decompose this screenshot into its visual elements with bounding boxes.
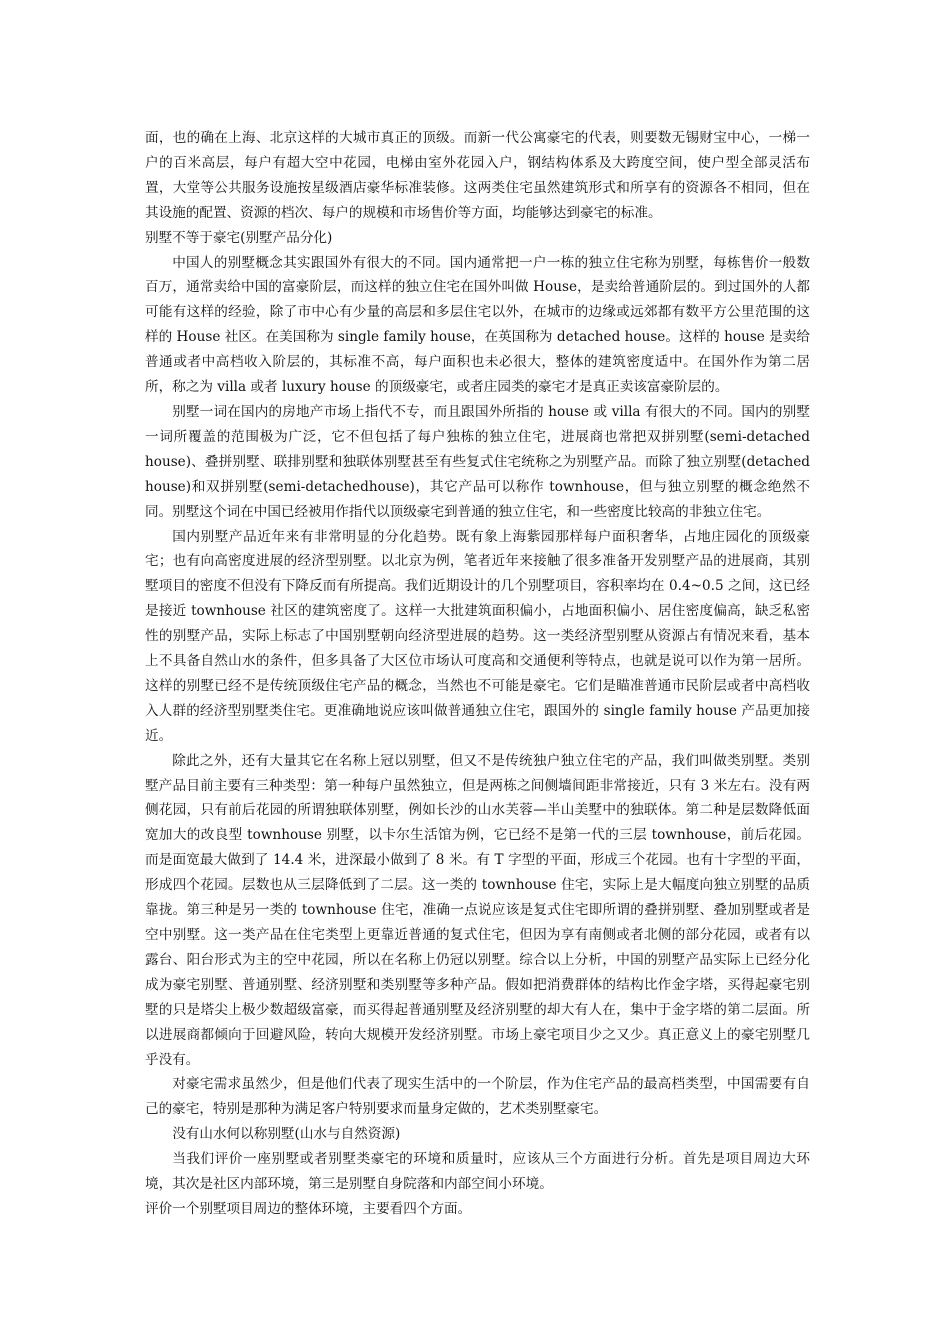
paragraph-quasi-villa: 除此之外，还有大量其它在名称上冠以别墅，但又不是传统独户独立住宅的产品，我们叫做类别墅。类别墅产品目前主要有三种类型：第一种每户虽然独立，但是两栋之间侧墙间距非常接近，只有 3 米左右。没有两侧花园，只有前后花园的所谓独联体别墅，例如长沙的山水芙蓉—半山美墅中的独联体。第二种是层数降低面宽加大的改良型 townhouse 别墅，以卡尔生活馆为例，它已经不是第一代的三层 townhouse，前后花园。而是面宽最大做到了 14.4 米，进深最小做到了 8 米。有 T 字型的平面，形成三个花园。也有十字型的平面，形成四个花园。层数也从三层降低到了二层。这一类的 townhouse 住宅，实际上是大幅度向独立别墅的品质靠拢。第三种是另一类的 townhouse 住宅，准确一点说应该是复式住宅即所谓的叠拼别墅、叠加别墅或者是空中别墅。这一类产品在住宅类型上更靠近普通的复式住宅，但因为享有南侧或者北侧的部分花园，或者有以露台、阳台形式为主的空中花园，所以在名称上仍冠以别墅。综合以上分析，中国的别墅产品实际上已经分化成为豪宅别墅、普通别墅、经济别墅和类别墅等多种产品。假如把消费群体的结构比作金字塔，买得起豪宅别墅的只是塔尖上极少数超级富豪，而买得起普通别墅及经济别墅的却大有人在，集中于金字塔的第二层面。所以进展商都倾向于回避风险，转向大规模开发经济别墅。市场上豪宅项目少之又少。真正意义上的豪宅别墅几乎没有。 — [145, 752, 810, 1068]
paragraph-four-aspects: 评价一个别墅项目周边的整体环境，主要看四个方面。 — [145, 1200, 472, 1217]
section-heading-villa-not-luxury: 别墅不等于豪宅(别墅产品分化) — [145, 229, 333, 246]
paragraph-villa-concept: 中国人的别墅概念其实跟国外有很大的不同。国内通常把一户一栋的独立住宅称为别墅，每栋售价一般数百万，通常卖给中国的富豪阶层，而这样的独立住宅在国外叫做 House，是卖给普通阶层的。到过国外的人都可能有这样的经验，除了市中心有少量的高层和多层住宅以外，在城市的边缘或远郊都有数平方公里范围的这样的 House 社区。在美国称为 single family house，在英国称为 detached house。这样的 house 是卖给普通或者中高档收入阶层的，其标准不高，每户面积也未必很大，整体的建筑密度适中。在国外作为第二居所，称之为 villa 或者 luxury house 的顶级豪宅，或者庄园类的豪宅才是真正卖该富豪阶层的。 — [145, 254, 810, 396]
paragraph-luxury-apartments: 面，也的确在上海、北京这样的大城市真正的顶级。而新一代公寓豪宅的代表，则要数无锡财宝中心，一梯一户的百米高层，每户有超大空中花园，电梯由室外花园入户，钢结构体系及大跨度空间，使户型全部灵活布置，大堂等公共服务设施按星级酒店豪华标准装修。这两类住宅虽然建筑形式和所享有的资源各不相同，但在其设施的配置、资源的档次、每户的规模和市场售价等方面，均能够达到豪宅的标准。 — [145, 130, 810, 221]
paragraph-villa-term: 别墅一词在国内的房地产市场上指代不专，而且跟国外所指的 house 或 villa 有很大的不同。国内的别墅一词所覆盖的范围极为广泛，它不但包括了每户独栋的独立住宅，进展商也常把双拼别墅(semi-detached house)、叠拼别墅、联排别墅和独联体别墅甚至有些复式住宅统称之为别墅产品。而除了独立别墅(detached house)和双拼别墅(semi-detachedhouse)，其它产品可以称作 townhouse，但与独立别墅的概念绝然不同。别墅这个词在中国已经被用作指代以顶级豪宅到普通的独立住宅，和一些密度比较高的非独立住宅。 — [145, 403, 810, 520]
paragraph-evaluation-aspects: 当我们评价一座别墅或者别墅类豪宅的环境和质量时，应该从三个方面进行分析。首先是项目周边大环境，其次是社区内部环境，第三是别墅自身院落和内部空间小环境。 — [145, 1151, 810, 1193]
section-heading-landscape: 没有山水何以称别墅(山水与自然资源) — [172, 1126, 401, 1143]
paragraph-villa-differentiation: 国内别墅产品近年来有非常明显的分化趋势。既有象上海紫园那样每户面积奢华，占地庄园化的顶级豪宅；也有向高密度进展的经济型别墅。以北京为例，笔者近年来接触了很多准备开发别墅产品的进展商，其别墅项目的密度不但没有下降反而有所提高。我们近期设计的几个别墅项目，容积率均在 0.4~0.5 之间，这已经是接近 townhouse 社区的建筑密度了。这样一大批建筑面积偏小，占地面积偏小、居住密度偏高，缺乏私密性的别墅产品，实际上标志了中国别墅朝向经济型进展的趋势。这一类经济型别墅从资源占有情况来看，基本上不具备自然山水的条件，但多具备了大区位市场认可度高和交通便利等特点，也就是说可以作为第一居所。这样的别墅已经不是传统顶级住宅产品的概念，当然也不可能是豪宅。它们是瞄准普通市民阶层或者中高档收入人群的经济型别墅类住宅。更准确地说应该叫做普通独立住宅，跟国外的 single family house 产品更加接近。 — [145, 528, 810, 744]
paragraph-luxury-demand: 对豪宅需求虽然少，但是他们代表了现实生活中的一个阶层，作为住宅产品的最高档类型，中国需要有自己的豪宅，特别是那种为满足客户特别要求而量身定做的，艺术类别墅豪宅。 — [145, 1076, 810, 1118]
document-page — [145, 126, 810, 1222]
